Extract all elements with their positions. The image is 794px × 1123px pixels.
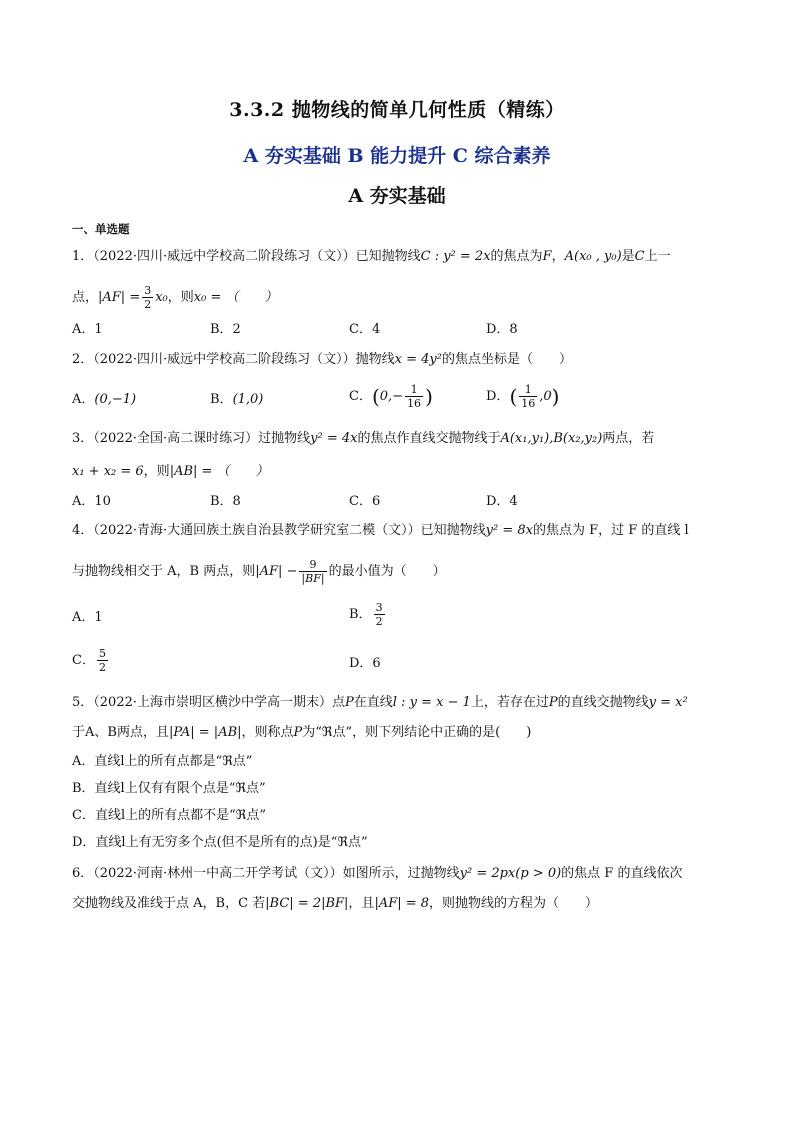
- q4-text-d: 的最小值为（ ）: [328, 564, 446, 579]
- q1-x0: x₀: [155, 290, 168, 305]
- q5-option-c[interactable]: C．直线l上的所有点都不是“ℜ点”: [72, 808, 266, 823]
- q2-option-d-value: 0: [543, 389, 552, 404]
- q4-option-b-label: B．: [349, 607, 372, 622]
- q1-option-a[interactable]: A．1: [72, 322, 103, 337]
- q4-text-b: 的焦点为 F，过 F 的直线 l: [532, 523, 689, 538]
- q4-b-num: 3: [375, 601, 383, 614]
- q3-text-c: 两点，若: [602, 431, 655, 446]
- q5-point-p2: P: [548, 695, 558, 710]
- q2-option-c-label: C．: [349, 389, 372, 404]
- q1-abs: |AF| =: [98, 290, 141, 305]
- q4-b-den: 2: [375, 615, 383, 628]
- q5-text-c: 上，若存在过: [470, 695, 549, 710]
- q5-text-g: 为“ℜ点”，则下列结论中正确的是( ): [302, 725, 532, 740]
- q3-text-b: 的焦点作直线交抛物线于: [357, 431, 501, 446]
- q4-line1: [72, 521, 732, 541]
- q1-text-c: 是: [621, 249, 635, 264]
- q4-text-c: 与抛物线相交于 A，B 两点，则: [72, 564, 256, 579]
- q4-c-den: 2: [98, 661, 106, 674]
- q4-option-c-fraction: [97, 647, 108, 674]
- q2-option-a[interactable]: [72, 390, 136, 410]
- q5-text-e: 于A、B两点，且: [72, 725, 169, 740]
- q4-fraction: [299, 558, 326, 585]
- q6-line2: [72, 894, 732, 914]
- q1-text-e: 点，: [72, 290, 99, 305]
- q3-line2: [72, 462, 732, 482]
- q1-eq: x₀ = （ ）: [193, 290, 278, 305]
- q5-text-d: 的直线交抛物线: [557, 695, 649, 710]
- q3-cond: x₁ + x₂ = 6: [72, 464, 144, 479]
- q2-line: [72, 350, 732, 370]
- q5-option-b[interactable]: B．直线l上仅有有限个点是“ℜ点”: [72, 781, 266, 796]
- q1-point: A(x₀ , y₀): [564, 249, 622, 264]
- q6-cond2: |AF| = 8: [374, 896, 430, 911]
- q1-frac-num: 3: [144, 284, 152, 297]
- q3-option-a[interactable]: A．10: [72, 494, 111, 509]
- q2-option-d-fraction: [519, 383, 537, 410]
- q2-formula: x = 4y²: [394, 352, 442, 367]
- q4-text: 4．（2022·青海·大通回族土族自治县教学研究室二模（文））已知抛物线: [72, 523, 486, 538]
- q5-text-f: ，则称点: [241, 725, 294, 740]
- q1-text-b: 的焦点为: [490, 249, 543, 264]
- q2-option-b[interactable]: [210, 390, 263, 410]
- q6-formula: y² = 2px(p > 0): [459, 866, 562, 881]
- q1-option-b[interactable]: B．2: [210, 322, 241, 337]
- q6-text-e: ，则抛物线的方程为（ ）: [429, 896, 599, 911]
- q1-option-c[interactable]: C．4: [349, 322, 381, 337]
- q4-option-a[interactable]: A．1: [72, 610, 103, 625]
- q1-text-d: 上一: [644, 249, 671, 264]
- q3-points: A(x₁,y₁),B(x₂,y₂): [500, 431, 603, 446]
- page-subtitle: A 夯实基础 B 能力提升 C 综合素养: [243, 145, 551, 167]
- q1-option-d[interactable]: D．8: [486, 322, 518, 337]
- q2-text: 2．（2022·四川·威远中学校高二阶段练习（文））抛物线: [72, 352, 395, 367]
- q1-text-f: ，则: [167, 290, 194, 305]
- q1-formula: C : y² = 2x: [420, 249, 491, 264]
- q1-line1: 1．（2022·四川·威远中学校高二阶段练习（文））已知抛物线C : y² = 2x的焦点为F，A(x₀ , y₀)是C上一: [72, 249, 671, 264]
- q3-line1: [72, 429, 732, 449]
- q5-line2: [72, 723, 732, 743]
- q2-option-d-label: D．: [486, 389, 510, 404]
- q4-frac-den: |BF|: [301, 572, 325, 585]
- q4-c-num: 5: [98, 647, 106, 660]
- q5-point-p: P: [345, 695, 354, 710]
- q2-option-a-label: A．: [72, 392, 95, 407]
- q6-line1: [72, 864, 732, 884]
- q2-option-a-value: (0,−1): [94, 392, 137, 407]
- q2-option-c[interactable]: C．(0,− $\frac{1}{16}$ ): [349, 383, 433, 410]
- q2-c-num: 1: [405, 383, 423, 397]
- q6-text-c: 交抛物线及准线于点 A，B，C 若: [72, 896, 266, 911]
- q2-option-b-value: (1,0): [232, 392, 264, 407]
- page-title: 3.3.2 抛物线的简单几何性质（精练）: [229, 99, 565, 121]
- q1-fraction: [142, 284, 153, 311]
- q1-text: 1．（2022·四川·威远中学校高二阶段练习（文））已知抛物线: [72, 249, 421, 264]
- q2-tail: 的焦点坐标是（ ）: [441, 352, 572, 367]
- q2-option-d[interactable]: D．( $\frac{1}{16}$ ,0): [486, 383, 560, 410]
- section-title: A 夯实基础: [348, 185, 446, 207]
- q3-option-d[interactable]: D．4: [486, 494, 518, 509]
- q4-option-c[interactable]: [72, 647, 110, 674]
- q1-focus: F: [542, 249, 552, 264]
- q3-text-d: ，则: [143, 464, 170, 479]
- question-type-heading: 一、单选题: [72, 222, 130, 236]
- q2-option-c-value: 0,−: [379, 389, 404, 404]
- q2-d-den: 16: [521, 397, 536, 410]
- q1-frac-den: 2: [144, 298, 152, 311]
- q4-expr: |AF| −: [255, 564, 298, 579]
- q2-d-num: 1: [519, 383, 537, 397]
- q1-curve: C: [634, 249, 645, 264]
- q1-line2: [72, 284, 732, 311]
- q2-option-b-label: B．: [210, 392, 233, 407]
- q6-text-d: ，且: [348, 896, 375, 911]
- q5-option-a[interactable]: A．直线l上的所有点都是“ℜ点”: [72, 754, 253, 769]
- q5-parabola: y = x²: [648, 695, 688, 710]
- q4-option-b-fraction: [374, 601, 385, 628]
- q5-cond: |PA| = |AB|: [168, 725, 242, 740]
- q3-option-b[interactable]: B．8: [210, 494, 241, 509]
- q5-line-eq: l : y = x − 1: [392, 695, 471, 710]
- q2-option-c-fraction: [405, 383, 423, 410]
- q4-line2: [72, 558, 732, 585]
- q5-option-d[interactable]: D．直线l上有无穷多个点(但不是所有的点)是“ℜ点”: [72, 835, 368, 850]
- q3-formula: y² = 4x: [310, 431, 358, 446]
- q2-c-den: 16: [407, 397, 422, 410]
- q5-point-p3: P: [293, 725, 303, 740]
- q4-option-b[interactable]: [349, 601, 387, 628]
- q5-line1: [72, 693, 732, 713]
- q5-text-b: 在直线: [353, 695, 393, 710]
- q3-ab: |AB| = （ ）: [169, 464, 269, 479]
- q6-text: 6．（2022·河南·林州一中高二开学考试（文））如图所示，过抛物线: [72, 866, 460, 881]
- q3-text: 3．（2022·全国·高二课时练习）过抛物线: [72, 431, 311, 446]
- q3-option-c[interactable]: C．6: [349, 494, 381, 509]
- q4-formula: y² = 8x: [485, 523, 533, 538]
- q4-frac-num: 9: [299, 558, 326, 572]
- q6-cond: |BC| = 2|BF|: [265, 896, 349, 911]
- q6-text-b: 的焦点 F 的直线依次: [561, 866, 683, 881]
- q4-option-d[interactable]: D．6: [349, 656, 381, 671]
- q5-text: 5．（2022·上海市崇明区横沙中学高一期末）点: [72, 695, 345, 710]
- q4-option-c-label: C．: [72, 653, 95, 668]
